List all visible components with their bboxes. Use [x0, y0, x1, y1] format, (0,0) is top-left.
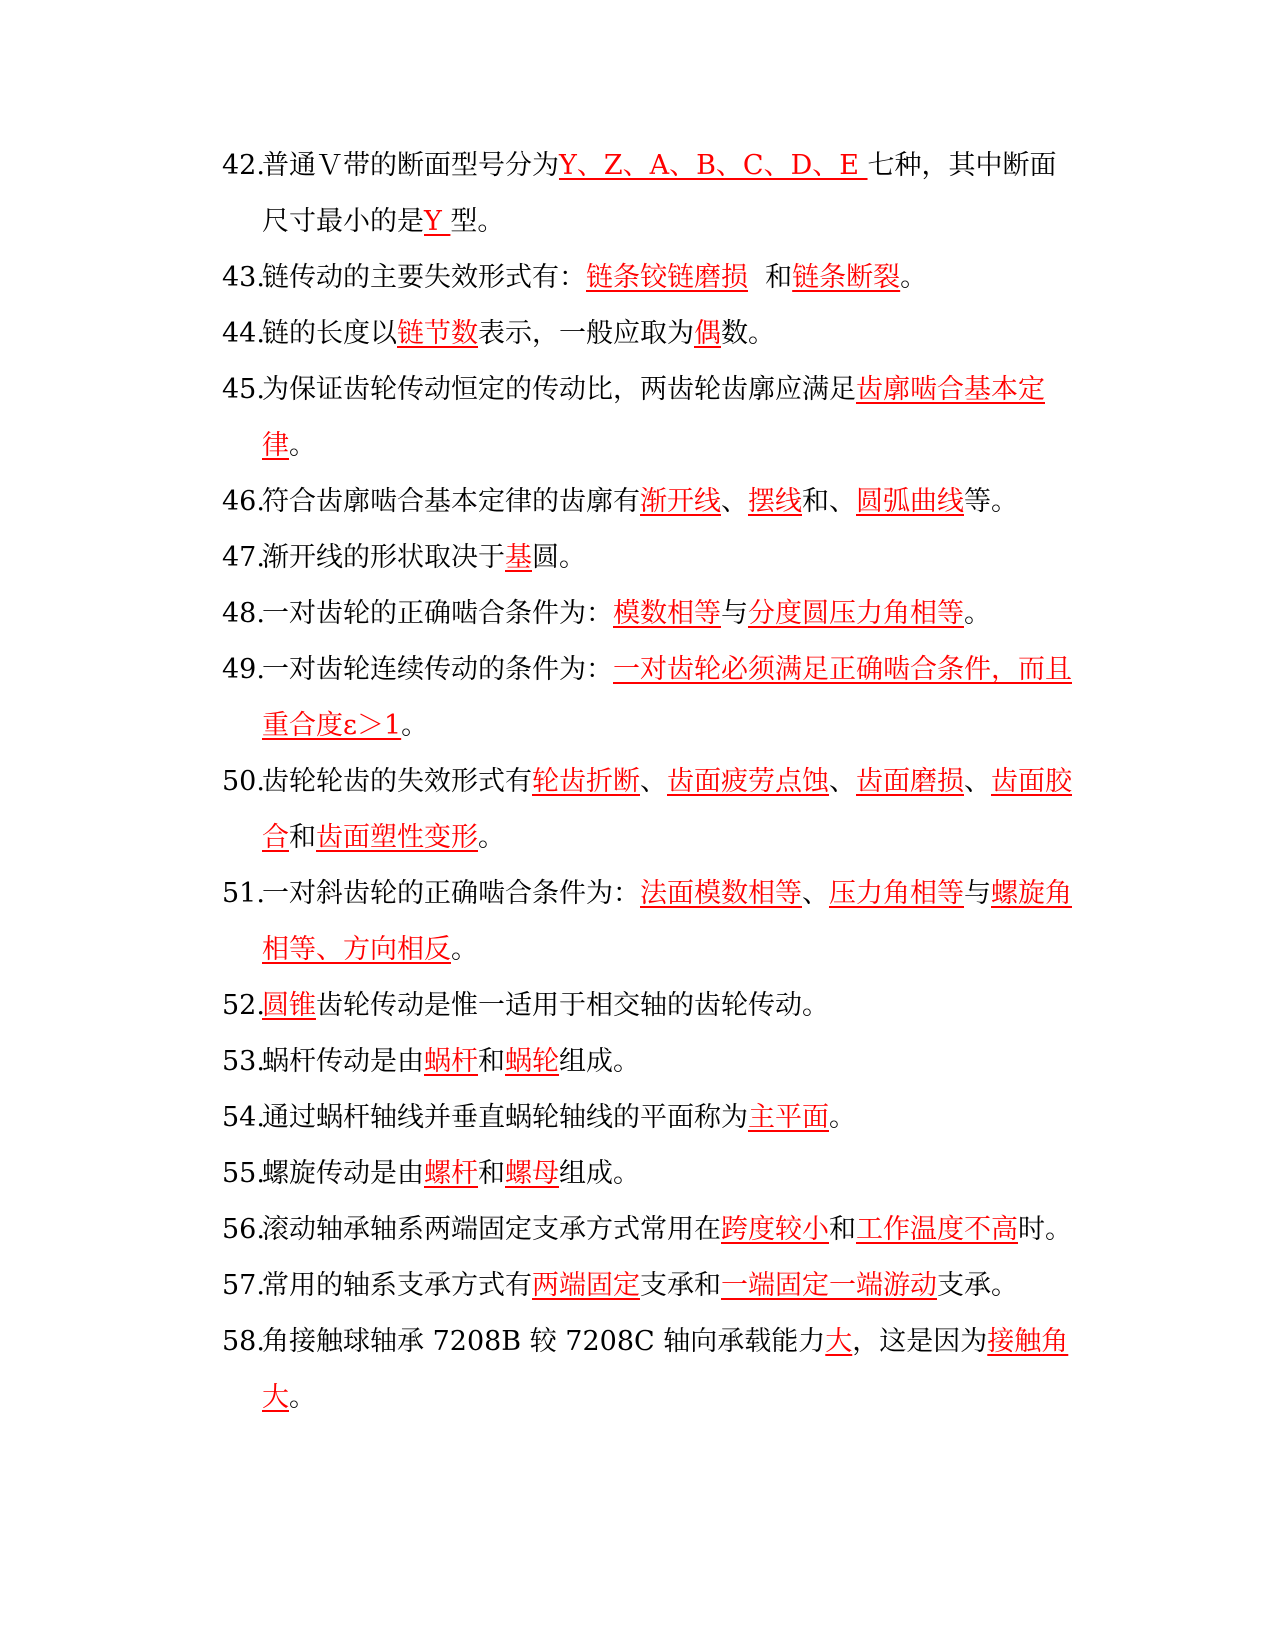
question-number: 54. [222, 1102, 265, 1133]
question-item [222, 754, 1078, 866]
answer-text: 模数相等 [613, 598, 721, 629]
answer-text: 偶 [694, 318, 721, 349]
answer-text: Y、Z、A、B、C、D、E [559, 150, 868, 181]
question-item [222, 866, 1078, 978]
question-number: 48. [222, 598, 265, 629]
question-number: 58. [222, 1326, 265, 1357]
question-text: 支承。 [937, 1270, 1018, 1301]
question-text: 和 [829, 1214, 856, 1245]
question-text: 链传动的主要失效形式有： [262, 262, 586, 293]
question-text: 、 [640, 766, 667, 797]
question-item [222, 138, 1078, 250]
answer-text: 链条断裂 [792, 262, 901, 293]
answer-text: 渐开线 [640, 486, 721, 517]
question-item [222, 1314, 1078, 1426]
question-text: 支承和 [640, 1270, 721, 1301]
question-text: 和 [478, 1158, 505, 1189]
question-text: 七种，其中断面尺寸最小的是 [262, 150, 1057, 237]
question-item [222, 1146, 1078, 1202]
question-text: 链的长度以 [262, 318, 397, 349]
question-text: 一对齿轮连续传动的条件为： [262, 654, 613, 685]
answer-text: 蜗轮 [505, 1046, 559, 1077]
question-text: 与 [721, 598, 748, 629]
question-number: 46. [222, 486, 265, 517]
question-item [222, 1090, 1078, 1146]
question-text: 为保证齿轮传动恒定的传动比，两齿轮齿廓应满足 [262, 374, 856, 405]
question-item [222, 1258, 1078, 1314]
answer-text: 螺旋角相等、方向相反 [262, 878, 1072, 965]
question-number: 53. [222, 1046, 265, 1077]
question-text: 通过蜗杆轴线并垂直蜗轮轴线的平面称为 [262, 1102, 748, 1133]
answer-text: Y [424, 206, 451, 237]
question-text: 普通Ｖ带的断面型号分为 [262, 150, 559, 181]
question-text: 组成。 [559, 1158, 640, 1189]
question-item [222, 1034, 1078, 1090]
answer-text: 齿廓啮合基本定律 [262, 374, 1045, 461]
question-text: 、 [802, 878, 829, 909]
question-number: 44. [222, 318, 265, 349]
answer-text: 螺母 [505, 1158, 559, 1189]
answer-text: 基 [505, 542, 532, 573]
answer-text: 一对齿轮必须满足正确啮合条件，而且重合度ε＞1 [262, 654, 1072, 741]
question-text: 。 [289, 1382, 316, 1413]
question-text: 组成。 [559, 1046, 640, 1077]
question-text: 和、 [802, 486, 856, 517]
question-text: 蜗杆传动是由 [262, 1046, 424, 1077]
question-number: 56. [222, 1214, 265, 1245]
question-text: 一对齿轮的正确啮合条件为： [262, 598, 613, 629]
question-text: 。 [289, 430, 316, 461]
question-item [222, 1202, 1078, 1258]
answer-text: 蜗杆 [424, 1046, 478, 1077]
answer-text: 跨度较小 [721, 1214, 829, 1245]
answer-text: 圆弧曲线 [856, 486, 964, 517]
question-number: 51. [222, 878, 265, 909]
question-item [222, 474, 1078, 530]
answer-text: 法面模数相等 [640, 878, 802, 909]
question-number: 45. [222, 374, 265, 405]
answer-text: 链条铰链磨损 [586, 262, 748, 293]
question-text: 。 [829, 1102, 856, 1133]
answer-text: 压力角相等 [829, 878, 964, 909]
question-text: ，这是因为 [852, 1326, 988, 1357]
question-number: 50. [222, 766, 265, 797]
answer-text: 工作温度不高 [856, 1214, 1018, 1245]
question-list [222, 138, 1078, 1426]
question-text: 型。 [450, 206, 505, 237]
question-text: 数。 [721, 318, 775, 349]
question-text: 、 [721, 486, 748, 517]
question-text: 符合齿廓啮合基本定律的齿廓有 [262, 486, 640, 517]
question-item [222, 642, 1078, 754]
question-text: 滚动轴承轴系两端固定支承方式常用在 [262, 1214, 721, 1245]
answer-text: 分度圆压力角相等 [748, 598, 964, 629]
question-text: 常用的轴系支承方式有 [262, 1270, 532, 1301]
question-number: 43. [222, 262, 265, 293]
question-text: 螺旋传动是由 [262, 1158, 424, 1189]
question-item [222, 306, 1078, 362]
answer-text: 两端固定 [532, 1270, 640, 1301]
question-text: 表示，一般应取为 [478, 318, 694, 349]
question-number: 57. [222, 1270, 265, 1301]
question-text: 一对斜齿轮的正确啮合条件为： [262, 878, 640, 909]
answer-text: 主平面 [748, 1102, 829, 1133]
answer-text: 齿面胶合 [262, 766, 1072, 853]
question-item [222, 530, 1078, 586]
question-text: 圆。 [532, 542, 586, 573]
answer-text: 链节数 [397, 318, 478, 349]
question-number: 49. [222, 654, 265, 685]
question-item [222, 586, 1078, 642]
question-text: 齿轮轮齿的失效形式有 [262, 766, 532, 797]
question-item [222, 978, 1078, 1034]
question-text: 。 [900, 262, 928, 293]
answer-text: 螺杆 [424, 1158, 478, 1189]
answer-text: 大 [825, 1326, 853, 1357]
question-text: 与 [964, 878, 991, 909]
question-text: 齿轮传动是惟一适用于相交轴的齿轮传动。 [316, 990, 829, 1021]
question-number: 42. [222, 150, 265, 181]
question-text: 角接触球轴承 7208B 较 7208C 轴向承载能力 [262, 1326, 826, 1357]
question-number: 55. [222, 1158, 265, 1189]
question-number: 52. [222, 990, 265, 1021]
question-text: 、 [964, 766, 991, 797]
question-text: 渐开线的形状取决于 [262, 542, 505, 573]
question-item [222, 362, 1078, 474]
answer-text: 一端固定一端游动 [721, 1270, 937, 1301]
answer-text: 摆线 [748, 486, 802, 517]
answer-text: 圆锥 [262, 990, 316, 1021]
question-text: 和 [289, 822, 316, 853]
answer-text: 轮齿折断 [532, 766, 640, 797]
question-text: 等。 [964, 486, 1018, 517]
question-text: 和 [748, 262, 793, 293]
answer-text: 接触角大 [262, 1326, 1069, 1413]
question-text: 。 [451, 934, 478, 965]
answer-text: 齿面塑性变形 [316, 822, 478, 853]
question-text: 。 [401, 710, 429, 741]
answer-text: 齿面疲劳点蚀 [667, 766, 829, 797]
answer-text: 齿面磨损 [856, 766, 964, 797]
question-text: 。 [964, 598, 991, 629]
question-number: 47. [222, 542, 265, 573]
question-item [222, 250, 1078, 306]
question-text: 和 [478, 1046, 505, 1077]
question-text: 。 [478, 822, 505, 853]
question-text: 时。 [1018, 1214, 1072, 1245]
question-text: 、 [829, 766, 856, 797]
